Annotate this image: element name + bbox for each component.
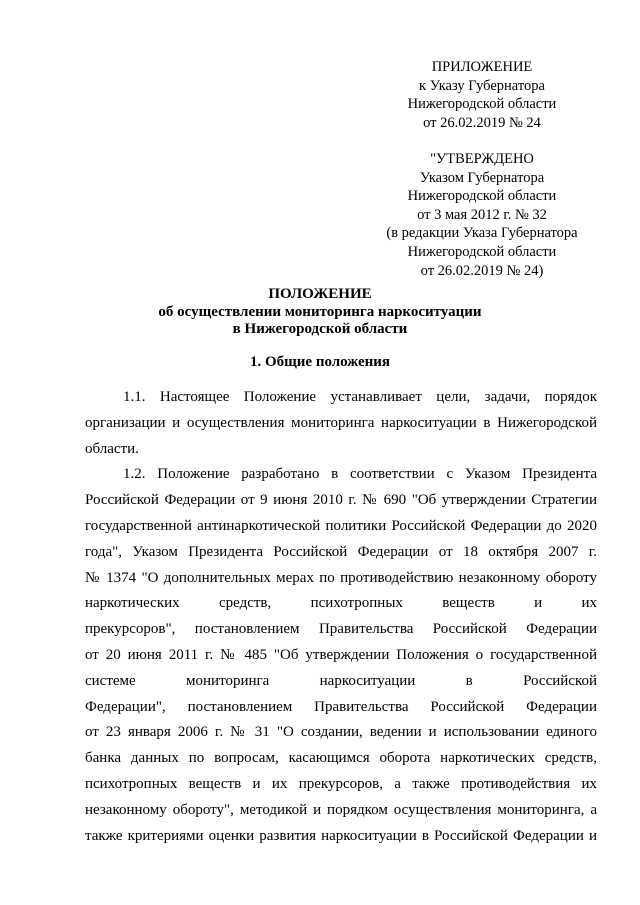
approval-line: Нижегородской области xyxy=(407,243,557,260)
body-line: от 23 января 2006 г. № 31 "О создании, ведении и использовании единого xyxy=(85,724,597,741)
body-line: системе мониторинга наркоситуации в Российской xyxy=(85,672,597,689)
appendix-line: к Указу Губернатора xyxy=(419,77,545,94)
title-line: ПОЛОЖЕНИЕ xyxy=(268,286,372,302)
appendix-stamp xyxy=(372,58,592,132)
body-line: государственной антинаркотической политики Российской Федерации до 2020 xyxy=(85,517,597,534)
body-line: 1.1. Настоящее Положение устанавливает цели, задачи, порядок xyxy=(123,389,597,405)
body-line: области. xyxy=(85,440,139,457)
appendix-line: от 26.02.2019 № 24 xyxy=(423,114,541,131)
title-line: в Нижегородской области xyxy=(232,321,408,337)
approval-line: от 26.02.2019 № 24) xyxy=(420,262,544,279)
approval-line: "УТВЕРЖДЕНО xyxy=(430,151,534,167)
approval-line: Нижегородской области xyxy=(407,188,557,205)
body-line: № 1374 "О дополнительных мерах по противодействию незаконному обороту xyxy=(85,569,597,586)
body-line: 1.2. Положение разработано в соответствии с Указом Президента xyxy=(123,466,597,483)
body-line: Российской Федерации от 9 июня 2010 г. № 690 "Об утверждении Стратегии xyxy=(85,492,597,509)
body-line: незаконному обороту", методикой и порядком осуществления мониторинга, а xyxy=(85,801,597,818)
body-line: прекурсоров", постановлением Правительства Российской Федерации xyxy=(85,621,597,638)
body-line: от 20 июня 2011 г. № 485 "Об утверждении Положения о государственной xyxy=(85,646,597,663)
approval-line: (в редакции Указа Губернатора xyxy=(386,225,578,242)
body-line: Федерации", постановлением Правительства Российской Федерации xyxy=(85,698,597,715)
body-line: организации и осуществления мониторинга наркоситуации в Нижегородской xyxy=(85,414,597,431)
body-text xyxy=(85,385,597,849)
title-line: об осуществлении мониторинга наркоситуации xyxy=(158,303,482,320)
approval-line: от 3 мая 2012 г. № 32 xyxy=(417,206,547,223)
body-line: психотропных веществ и их прекурсоров, а также противодействия их xyxy=(85,775,597,792)
body-line: года", Указом Президента Российской Федерации от 18 октября 2007 г. xyxy=(85,543,597,560)
body-line: банка данных по вопросам, касающимся оборота наркотических средств, xyxy=(85,750,597,767)
appendix-line: ПРИЛОЖЕНИЕ xyxy=(431,59,533,75)
body-line: также критериями оценки развития наркоситуации в Российской Федерации и xyxy=(85,827,597,844)
document-title xyxy=(0,286,640,339)
body-line: наркотических средств, психотропных веществ и их xyxy=(85,595,597,612)
appendix-line: Нижегородской области xyxy=(407,96,557,113)
section-heading: 1. Общие положения xyxy=(249,354,391,370)
approval-line: Указом Губернатора xyxy=(419,169,545,186)
approval-stamp xyxy=(357,150,607,280)
